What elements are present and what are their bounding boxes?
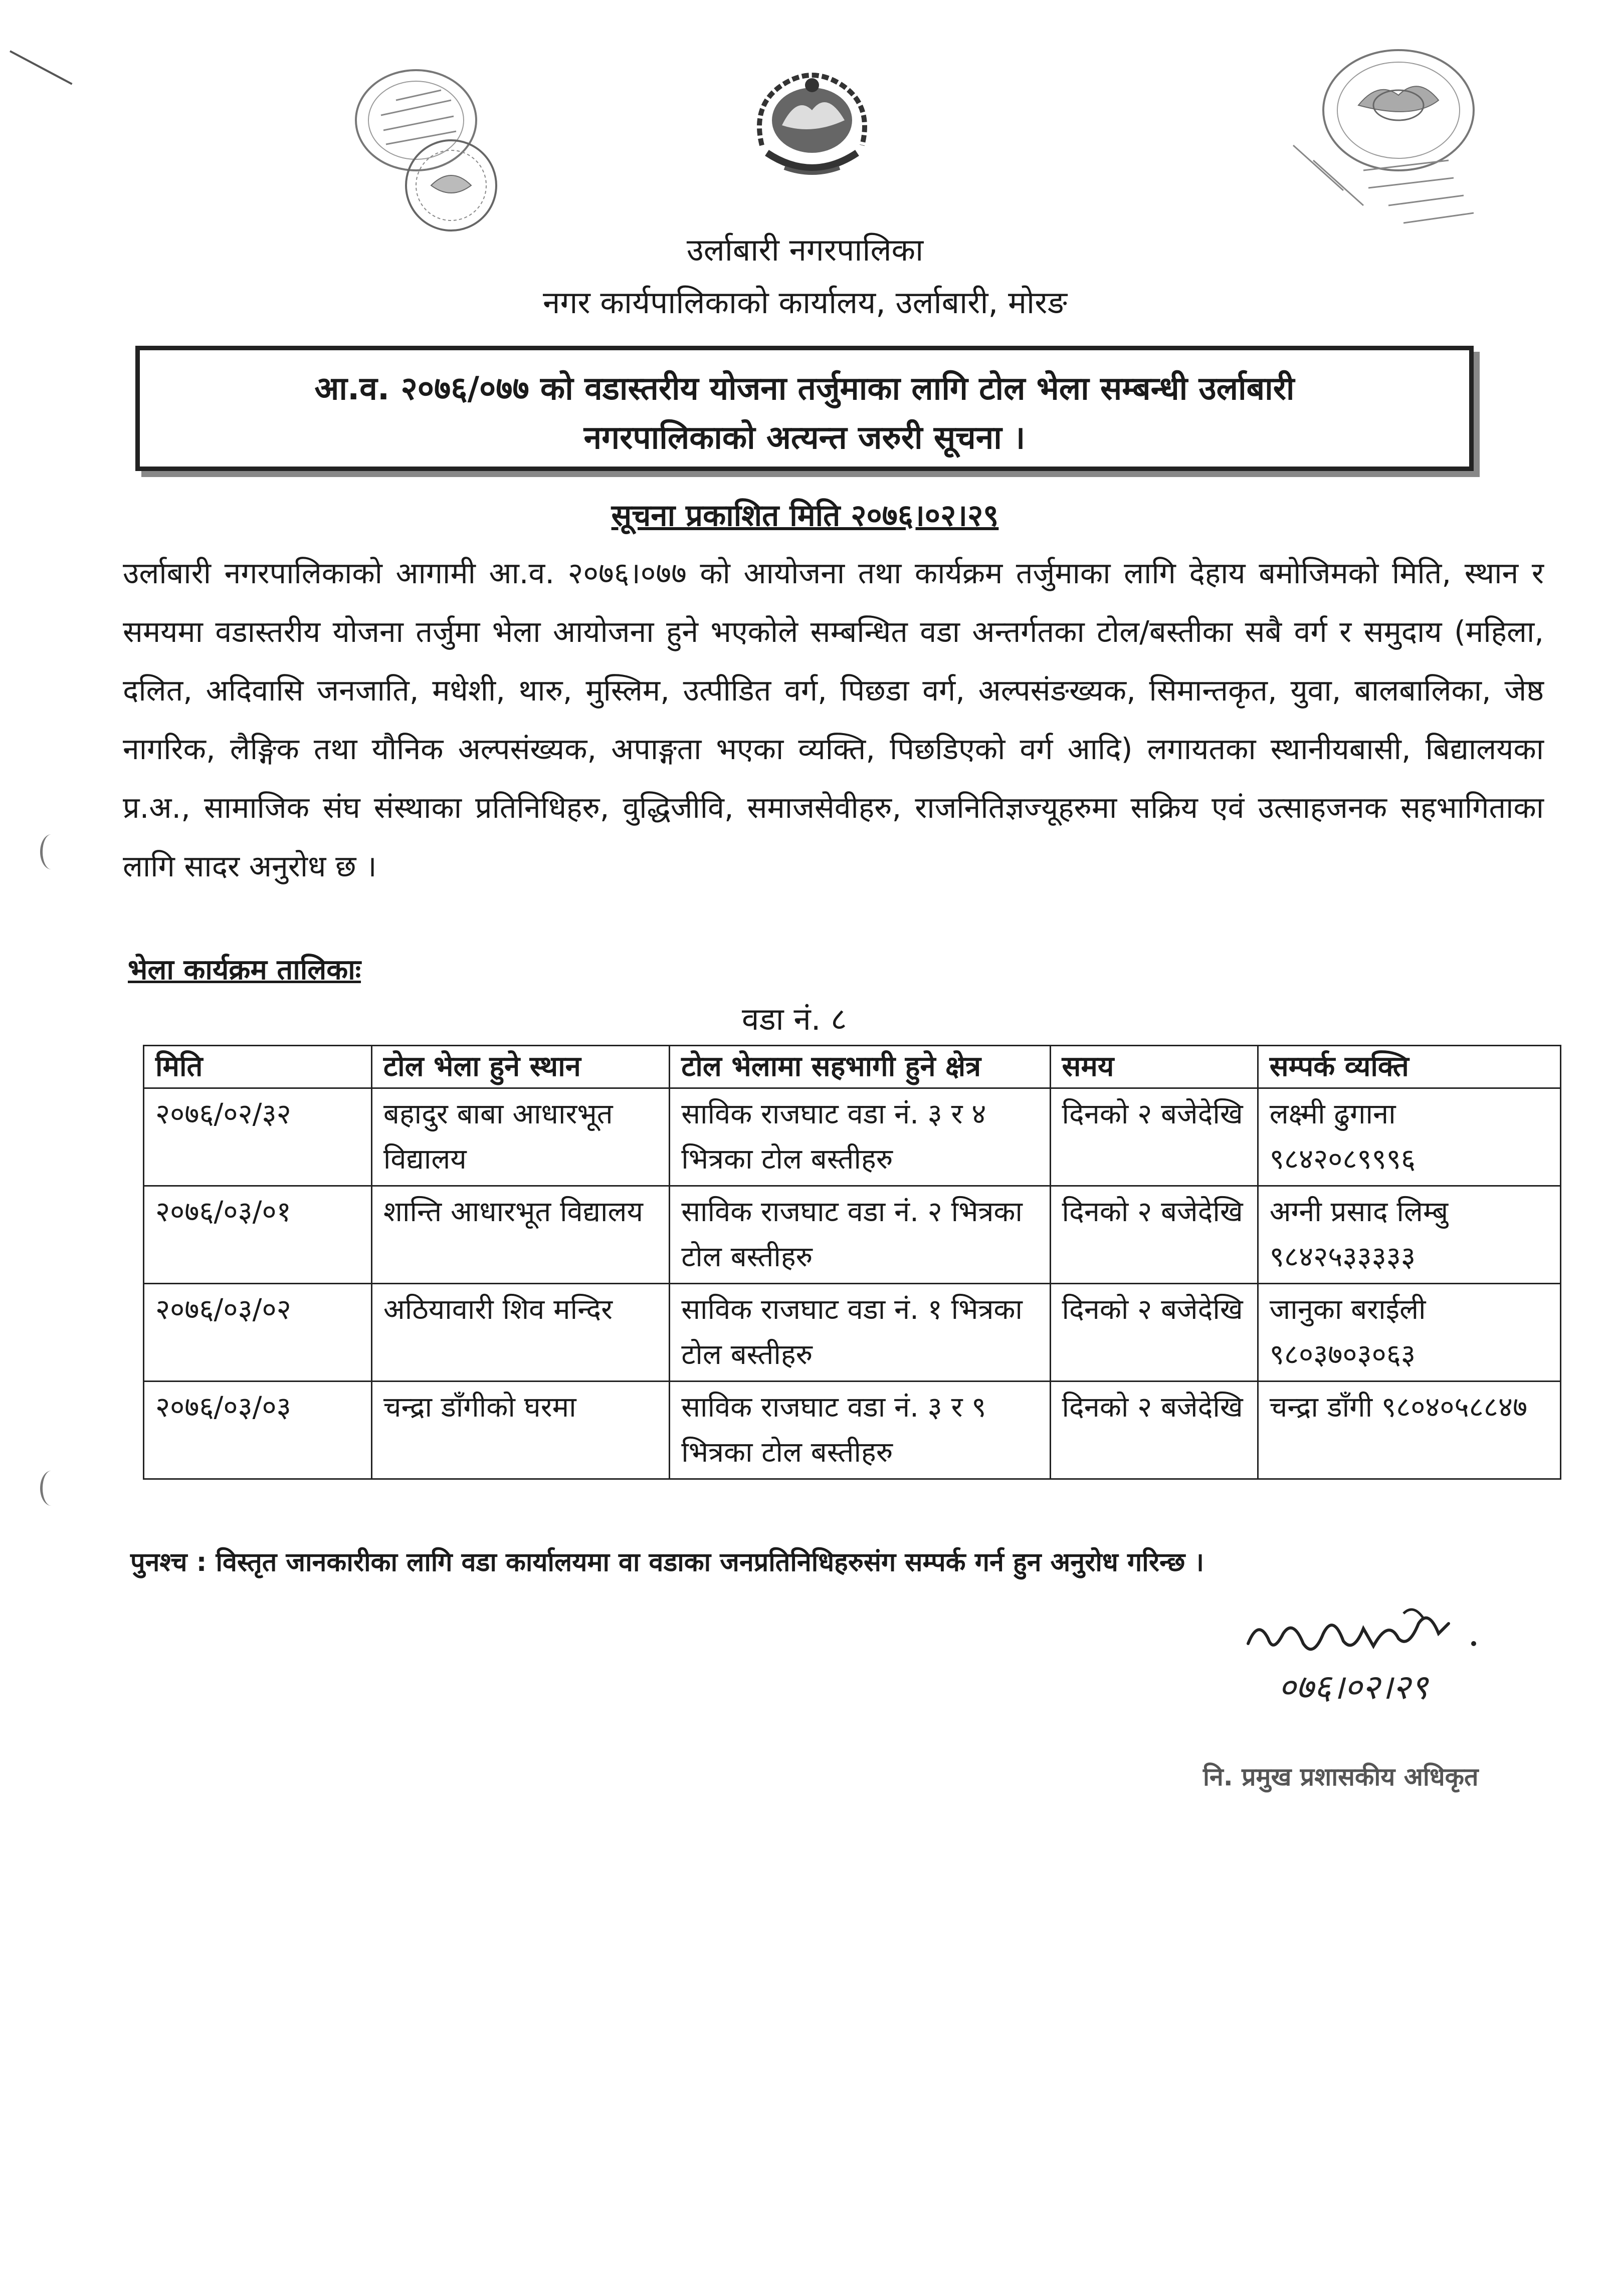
ward-label: वडा नं. ८ xyxy=(742,1001,847,1037)
margin-curl-mark xyxy=(40,1471,63,1506)
cell-date: २०७६/०३/०३ xyxy=(144,1382,372,1479)
cell-venue: अठियावारी शिव मन्दिर xyxy=(371,1284,669,1382)
header-contact: सम्पर्क व्यक्ति xyxy=(1258,1046,1560,1088)
cell-date: २०७६/०२/३२ xyxy=(144,1088,372,1186)
cell-time: दिनको २ बजेदेखि xyxy=(1050,1186,1258,1284)
footnote: पुनश्च : विस्तृत जानकारीका लागि वडा कार्यालयमा वा वडाका जनप्रतिनिधिहरुसंग सम्पर्क गर्न हुन अनुरोध गरिन्छ । xyxy=(130,1547,1204,1577)
cell-area: साविक राजघाट वडा नं. १ भित्रका टोल बस्तीहरु xyxy=(670,1284,1050,1382)
office-stamp-right xyxy=(1283,45,1494,246)
margin-curl-mark xyxy=(40,834,63,869)
cell-venue: शान्ति आधारभूत विद्यालय xyxy=(371,1186,669,1284)
municipality-name: उर्लाबारी नगरपालिका xyxy=(686,232,924,268)
cell-time: दिनको २ बजेदेखि xyxy=(1050,1088,1258,1186)
cell-area: साविक राजघाट वडा नं. २ भित्रका टोल बस्तीहरु xyxy=(670,1186,1050,1284)
cell-area: साविक राजघाट वडा नं. ३ र ४ भित्रका टोल बस्तीहरु xyxy=(670,1088,1050,1186)
cell-contact: जानुका बराईली ९८०३७०३०६३ xyxy=(1258,1284,1560,1382)
header-time: समय xyxy=(1050,1046,1258,1088)
cell-time: दिनको २ बजेदेखि xyxy=(1050,1382,1258,1479)
nepal-government-emblem xyxy=(747,65,877,180)
cell-time: दिनको २ बजेदेखि xyxy=(1050,1284,1258,1382)
table-row xyxy=(144,1382,1561,1479)
office-stamp-left xyxy=(316,60,526,241)
scan-mark xyxy=(10,50,72,85)
cell-contact: लक्ष्मी ढुगाना ९८४२०८९९९६ xyxy=(1258,1088,1560,1186)
cell-area: साविक राजघाट वडा नं. ३ र ९ भित्रका टोल बस्तीहरु xyxy=(670,1382,1050,1479)
signature-date: ०७६।०२।२९ xyxy=(1278,1668,1429,1707)
schedule-table xyxy=(143,1045,1561,1480)
table-row xyxy=(144,1284,1561,1382)
header-date: मिति xyxy=(144,1046,372,1088)
notice-body: उर्लाबारी नगरपालिकाको आगामी आ.व. २०७६।०७७ को आयोजना तथा कार्यक्रम तर्जुमाका लागि देहाय बमोजिमको मिति, स्थान र समयमा वडास्तरीय योजना तर्जुमा भेला आयोजना हुने भएकोले सम्बन्धित वडा अन्तर्गतका टोल/बस्तीका सबै वर्ग र समुदाय (महिला, दलित, अदिवासि जनजाति, मधेशी, थारु, मुस्लिम, उत्पीडित वर्ग, पिछडा वर्ग, अल्पसंङख्यक, सिमान्तकृत, युवा, बालबालिका, जेष्ठ नागरिक, लैङ्गिक तथा यौनिक अल्पसंख्यक, अपाङ्गता भएका व्यक्ति, पिछडिएको वर्ग आदि) लगायतका स्थानीयबासी, बिद्यालयका प्र.अ., सामाजिक संघ संस्थाका प्रतिनिधिहरु, वुद्धिजीवि, समाजसेवीहरु, राजनितिज्ञज्यूहरुमा सक्रिय एवं उत्साहजनक सहभागिताका लागि सादर अनुरोध छ । xyxy=(123,556,1544,883)
office-name: नगर कार्यपालिकाको कार्यालय, उर्लाबारी, मोरङ xyxy=(543,284,1067,321)
header-venue: टोल भेला हुने स्थान xyxy=(371,1046,669,1088)
table-row xyxy=(144,1186,1561,1284)
published-date: सूचना प्रकाशित मिति २०७६।०२।२९ xyxy=(611,498,999,533)
schedule-label: भेला कार्यक्रम तालिकाः xyxy=(128,954,361,986)
cell-contact: अग्नी प्रसाद लिम्बु ९८४२५३३३३३ xyxy=(1258,1186,1560,1284)
cell-venue: चन्द्रा डाँगीको घरमा xyxy=(371,1382,669,1479)
notice-title-line2: नगरपालिकाको अत्यन्त जरुरी सूचना । xyxy=(583,419,1026,456)
cell-venue: बहादुर बाबा आधारभूत विद्यालय xyxy=(371,1088,669,1186)
header-area: टोल भेलामा सहभागी हुने क्षेत्र xyxy=(670,1046,1050,1088)
notice-title-line1: आ.व. २०७६/०७७ को वडास्तरीय योजना तर्जुमाका लागि टोल भेला सम्बन्धी उर्लाबारी xyxy=(314,370,1295,407)
signatory-designation: नि. प्रमुख प्रशासकीय अधिकृत xyxy=(1203,1762,1479,1791)
cell-contact: चन्द्रा डाँगी ९८०४०५८८४७ xyxy=(1258,1382,1560,1479)
handwritten-signature xyxy=(1238,1598,1519,1719)
table-row xyxy=(144,1088,1561,1186)
cell-date: २०७६/०३/०२ xyxy=(144,1284,372,1382)
table-header-row xyxy=(144,1046,1561,1088)
cell-date: २०७६/०३/०१ xyxy=(144,1186,372,1284)
notice-title-box xyxy=(135,346,1474,471)
